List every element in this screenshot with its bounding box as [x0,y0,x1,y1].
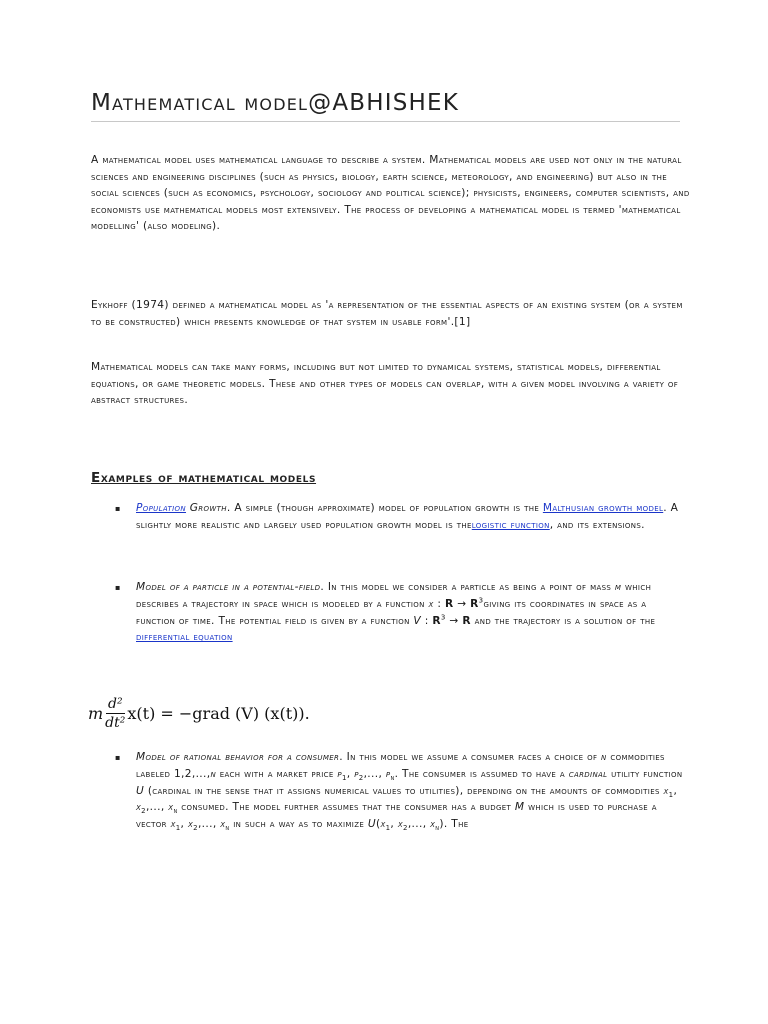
real-set-symbol: R [432,614,441,627]
subscript: 2 [403,824,408,833]
var-p: p [354,767,359,780]
var-M: M [514,801,525,814]
var-x: x [380,818,386,831]
subscript: 1 [668,790,674,799]
arrow-symbol: → [453,597,471,610]
var-p: p [337,767,342,780]
bullet-icon: ▪ [115,753,121,762]
item3-text: utility function [607,767,683,780]
bullet-icon: ▪ [115,583,121,592]
var-x: x [663,784,669,797]
subscript: 1 [175,824,181,833]
var-x: x [168,801,174,814]
item3-text: which is used to purchase a vector [136,801,657,831]
population-link[interactable]: Population [136,502,187,514]
item1-text-1: . A simple (though approximate) model of population growth is the [226,502,543,514]
item3-text: . In this model we assume a consumer faces a choice of [339,751,602,763]
second-derivative-fraction [105,696,125,731]
var-x: x [136,801,142,814]
item2-text-4: giving its coordinates in space as a function of time. The potential field is given by a function [136,597,647,627]
cardinal-term: cardinal [568,767,608,780]
var-U: U [136,784,145,797]
forms-paragraph: Mathematical models can take many forms, including but not limited to dynamical systems, statistical models, differential equations, or game theoretic models. These and other types of models can overlap, with a given model involving a variety of abstract structures. [91,361,679,406]
item3-text: consumed. The model further assumes that the consumer has a budget [177,801,515,814]
item3-text: commodities labeled 1,2,..., [136,751,665,780]
subscript: 2 [193,824,198,833]
subscript: n [173,807,178,816]
var-V: V [413,614,422,627]
equation-mass: m [88,704,104,723]
var-x: x [170,818,176,831]
logistic-function-link[interactable]: logistic function [471,518,550,531]
equation-rhs: x(t) = −grad (V) (x(t)). [127,704,310,723]
subscript: 1 [385,824,391,833]
subscript: 1 [341,773,347,782]
item2-text-5: : [421,614,433,627]
var-x: x [430,818,436,831]
item1-text-2: . A slightly more realistic and largely used population growth model is the [136,502,679,531]
definition-paragraph: Eykhoff (1974) defined a mathematical model as 'a representation of the essential aspects of an existing system (or a system to be constructed) which presents knowledge of that system in usable form'.[1] [91,299,683,328]
var-x: x [187,818,194,831]
exponent: 3 [440,613,446,622]
var-x: x [220,818,226,831]
item2-text-6: and the trajectory is a solution of the [470,614,656,627]
item3-text: , [180,818,188,831]
var-n: n [210,767,217,780]
item3-text: each with a market price [216,767,338,780]
item3-text: ,..., [145,801,169,814]
differential-equation-link[interactable]: differential equation [136,631,233,644]
differential-equation-formula [88,696,310,731]
item3-text: , [346,767,355,780]
subscript: 2 [141,807,146,816]
subscript: n [225,824,230,833]
growth-term: Growth [186,502,227,514]
list-item-population-growth [136,500,688,534]
bullet-icon: ▪ [115,504,121,513]
item3-text: (cardinal in the sense that it assigns numerical values to utilities), depending on the amounts of commodities [144,784,664,797]
item3-text: ( [375,818,381,831]
item1-text-3: , and its extensions. [549,518,645,531]
subscript: 2 [358,773,364,782]
var-x: x [428,597,434,610]
particle-model-term: Model of a particle in a potential-field [136,581,321,593]
item3-text: in such a way as to maximize [229,818,368,831]
consumer-model-term: Model of rational behavior for a consumer [136,751,340,763]
item3-text: ,..., [363,767,386,780]
item3-text: ,..., [197,818,221,831]
var-x: x [397,818,404,831]
malthusian-growth-model-link[interactable]: Malthusian growth model [542,502,664,514]
real-set-symbol: R [444,597,454,610]
exponent: 3 [478,596,484,605]
intro-paragraph: A mathematical model uses mathematical language to describe a system. Mathematical models are used not only in the natural sciences and engineering disciplines (such as physics, biology, earth science, meteorology, and engineering) but also in the social sciences (such as economics, psychology, sociology and political science); physicists, engineers, computer scientists, and economists use mathematical models most extensively. The process of developing a mathematical model is termed 'mathematical modelling' (also modeling). [91,154,690,232]
item2-text-2: which describes a trajectory in space which is modeled by a function [136,581,652,610]
list-item-particle-model [136,579,688,646]
item3-text: . The consumer is assumed to have a [394,767,569,780]
item3-text: ). The [439,818,469,831]
list-item-consumer-model [136,749,688,833]
fraction-denominator: dt² [105,715,126,731]
title-divider [91,121,680,122]
subscript: n [390,773,395,782]
item2-text-1: . In this model we consider a particle as being a point of mass [320,581,615,593]
item3-text: , [390,818,398,831]
arrow-symbol: → [445,614,463,627]
real-set-symbol: R [470,597,479,610]
item3-text: , [673,784,678,797]
item2-text-3: : [433,597,445,610]
fraction-numerator: d² [107,696,123,712]
var-p: p [385,767,391,780]
item3-text: ,..., [407,818,431,831]
var-U: U [367,818,376,831]
subscript: n [435,824,440,833]
real-set-symbol: R [462,614,471,627]
section-heading: Examples of mathematical models [91,470,317,486]
var-n: n [601,751,607,763]
var-m: m [614,581,622,593]
page-title: Mathematical model@ABHISHEK [91,90,460,116]
